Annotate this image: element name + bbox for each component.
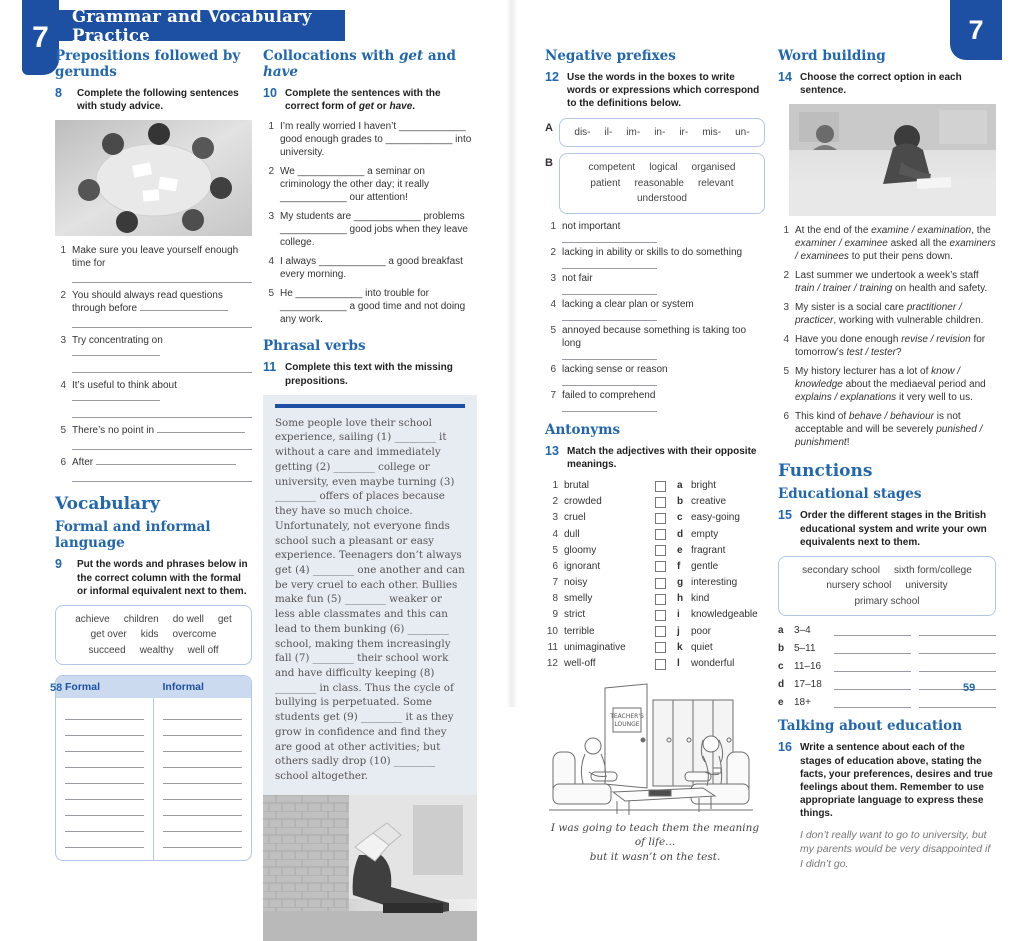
exercise-instruction: Match the adjectives with their opposite meanings. bbox=[567, 445, 757, 470]
educational-stages-box: secondary school sixth form/collegenursery school universityprimary school bbox=[778, 556, 996, 617]
blank-line bbox=[72, 407, 252, 418]
exercise-number: 16 bbox=[778, 740, 792, 755]
box-label-a: A bbox=[545, 121, 553, 134]
answer-checkbox bbox=[655, 545, 666, 556]
exercise-instruction: Write a sentence about each of the stages of education above, stating the facts, your preferences, desires and true feelings about them. Remember to use appropriate language to express these things. bbox=[800, 742, 993, 820]
blank-line bbox=[72, 272, 252, 283]
passage-top-rule bbox=[275, 404, 465, 408]
unit-number: 7 bbox=[32, 20, 49, 54]
list-item: b 5–11 bbox=[778, 643, 996, 654]
answer-checkbox bbox=[655, 578, 666, 589]
list-item: 5 There’s no point in bbox=[55, 424, 252, 450]
exercise-10-items bbox=[263, 120, 477, 326]
blank-line bbox=[72, 347, 160, 356]
cartoon-caption: I was going to teach them the meaning of life... but it wasn’t on the test. bbox=[550, 822, 760, 863]
blank-line bbox=[919, 662, 996, 672]
blank-line bbox=[919, 626, 996, 636]
page-title-bar bbox=[59, 6, 345, 45]
blank-line bbox=[562, 285, 657, 295]
answer-checkbox bbox=[655, 626, 666, 637]
answer-checkbox bbox=[655, 497, 666, 508]
list-item: 6 This kind of behave / behaviour is not acceptable and will be severely punished / punishment! bbox=[783, 411, 983, 449]
answer-checkbox bbox=[655, 642, 666, 653]
photo-student-against-wall bbox=[263, 795, 477, 941]
list-item: 3 My students are ____________ problems ____________ good jobs when they leave college. bbox=[268, 211, 468, 249]
section-heading-negative-prefixes: Negative prefixes bbox=[545, 48, 676, 64]
list-item: c 11–16 bbox=[778, 661, 996, 672]
cartoon-sign-line1: TEACHER'S bbox=[610, 713, 644, 721]
list-item: 4 It’s useful to think about bbox=[55, 379, 252, 418]
exercise-number: 12 bbox=[545, 70, 559, 84]
exercise-13-match-lists bbox=[545, 478, 765, 672]
blank-line bbox=[562, 311, 657, 321]
prefix-box-b: competent logical organisedpatient reasonable relevantunderstood bbox=[559, 153, 765, 214]
word-box-formal-informal: achieve children do well getget over kids overcomesucceed wealthy well off bbox=[55, 605, 252, 666]
section-heading-talking-about-education: Talking about education bbox=[778, 718, 963, 735]
answer-checkbox bbox=[655, 529, 666, 540]
prefix-box-a: dis- il- im- in- ir- mis- un- bbox=[559, 118, 765, 148]
page-title: Grammar and Vocabulary Practice bbox=[72, 6, 312, 45]
photo-study-group bbox=[55, 120, 252, 236]
column-prepositions bbox=[55, 48, 252, 861]
exercise-instruction: Complete the following sentences with study advice. bbox=[77, 88, 239, 113]
table-column-formal bbox=[56, 698, 153, 860]
exercise-instruction: Complete this text with the missing prepositions. bbox=[285, 362, 453, 387]
photo-classroom-writing bbox=[789, 104, 996, 216]
answer-checkbox bbox=[655, 561, 666, 572]
section-heading-phrasal-verbs: Phrasal verbs bbox=[263, 338, 366, 355]
blank-line bbox=[562, 259, 657, 269]
list-item: 1 I’m really worried I haven’t ____________ good enough grades to ____________ into university. bbox=[268, 121, 472, 159]
column-collocations-phrasal bbox=[263, 48, 477, 941]
blank-line bbox=[919, 680, 996, 690]
table-column-informal bbox=[153, 698, 251, 860]
blank-line bbox=[834, 680, 911, 690]
list-item: 1 Make sure you leave yourself enough time for bbox=[55, 244, 252, 283]
column-word-building-functions bbox=[778, 48, 996, 872]
table-header-informal: Informal bbox=[162, 681, 204, 694]
list-item: 6 After bbox=[55, 456, 252, 482]
example-sentence: I don’t really want to go to university, but my parents would be very disappointed if I didn’t go. bbox=[800, 828, 991, 870]
blank-line bbox=[140, 302, 228, 311]
list-item: 5 annoyed because something is taking too long bbox=[545, 324, 765, 360]
list-item: 2 Last summer we undertook a week’s staff train / trainer / training on health and safety. bbox=[783, 270, 988, 295]
blank-line bbox=[834, 644, 911, 654]
exercise-15-header bbox=[778, 508, 996, 549]
list-item: 5 He ____________ into trouble for ____________ a good time and not doing any work. bbox=[268, 288, 466, 326]
subsection-heading-educational-stages: Educational stages bbox=[778, 486, 922, 503]
exercise-instruction: Choose the correct option in each sentence. bbox=[800, 72, 962, 97]
list-item: d 17–18 bbox=[778, 679, 996, 690]
unit-number: 7 bbox=[968, 14, 984, 45]
exercise-8-header bbox=[55, 86, 252, 113]
answer-checkbox bbox=[655, 513, 666, 524]
blank-line bbox=[834, 662, 911, 672]
blank-line bbox=[562, 233, 657, 243]
list-item: e 18+ bbox=[778, 697, 996, 708]
blank-line bbox=[72, 317, 252, 328]
blank-line bbox=[562, 402, 657, 412]
section-heading-prepositions: Prepositions followed by gerunds bbox=[55, 48, 241, 80]
answer-checkbox bbox=[655, 659, 666, 670]
exercise-12-header bbox=[545, 70, 765, 111]
exercise-number: 10 bbox=[263, 86, 277, 100]
section-heading-word-building: Word building bbox=[778, 48, 886, 64]
exercise-11-header bbox=[263, 360, 477, 387]
list-item: 1 not important bbox=[545, 220, 765, 243]
formal-informal-table bbox=[55, 675, 252, 861]
exercise-14-header bbox=[778, 70, 996, 97]
list-item: 4 I always ____________ a good breakfast every morning. bbox=[268, 256, 463, 281]
list-item: 2 lacking in ability or skills to do something bbox=[545, 246, 765, 269]
answer-checkbox bbox=[655, 610, 666, 621]
exercise-number: 9 bbox=[55, 557, 62, 572]
exercise-13-header bbox=[545, 444, 765, 471]
exercise-instruction: Put the words and phrases below in the correct column with the formal or informal equivalent next to them. bbox=[77, 559, 248, 597]
list-item: a 3–4 bbox=[778, 625, 996, 636]
exercise-14-items bbox=[778, 224, 996, 449]
list-item: 3 My sister is a social care practitioner / practicer, working with vulnerable children. bbox=[783, 302, 984, 327]
list-item: 6 lacking sense or reason bbox=[545, 363, 765, 386]
list-item: 4 lacking a clear plan or system bbox=[545, 298, 765, 321]
blank-line bbox=[72, 471, 252, 482]
exercise-number: 8 bbox=[55, 86, 62, 100]
phrasal-verbs-passage-box bbox=[263, 395, 477, 795]
blank-line bbox=[562, 376, 657, 386]
section-heading-collocations: Collocations with get and have bbox=[263, 48, 456, 80]
blank-line bbox=[72, 392, 160, 401]
exercise-number: 15 bbox=[778, 508, 792, 523]
page-number-left: 58 bbox=[50, 682, 63, 694]
list-item: 3 not fair bbox=[545, 272, 765, 295]
blank-line bbox=[72, 439, 252, 450]
list-item: 4 Have you done enough revise / revision for tomorrow’s test / tester? bbox=[783, 334, 986, 359]
exercise-instruction: Use the words in the boxes to write words or expressions which correspond to the definitions below. bbox=[567, 72, 760, 110]
list-item: 1 At the end of the examine / examination, the examiner / examinee asked all the examiners / examinees to put their pens down. bbox=[783, 225, 996, 263]
box-label-b: B bbox=[545, 157, 553, 170]
unit-number-tab-left bbox=[22, 0, 59, 75]
section-heading-antonyms: Antonyms bbox=[545, 421, 621, 438]
blank-line bbox=[72, 362, 252, 373]
list-item: 2 You should always read questions through before bbox=[55, 289, 252, 328]
exercise-number: 14 bbox=[778, 70, 792, 84]
antonym-list: a bright b creative c easy-going d empty e fragrant f gentle g interesting h kind i knowledgeable j poor k quiet l wonderful bbox=[655, 478, 758, 672]
table-header-formal: Formal bbox=[65, 681, 101, 694]
subsection-heading-formal-informal: Formal and informal language bbox=[55, 519, 211, 552]
answer-checkbox bbox=[655, 594, 666, 605]
exercise-instruction: Order the different stages in the British educational system and write your own equivalents next to them. bbox=[800, 510, 987, 548]
list-item: 3 Try concentrating on bbox=[55, 334, 252, 373]
page-number-right: 59 bbox=[963, 682, 976, 694]
answer-checkbox bbox=[655, 481, 666, 492]
blank-line bbox=[562, 350, 657, 360]
blank-line bbox=[919, 644, 996, 654]
list-item: 2 We ____________ a seminar on criminology the other day; it really ____________ our attention! bbox=[268, 166, 429, 204]
column-prefixes-antonyms bbox=[545, 48, 765, 864]
blank-line bbox=[157, 424, 245, 433]
prefix-box-a-row bbox=[545, 118, 765, 148]
blank-line bbox=[834, 626, 911, 636]
exercise-10-header bbox=[263, 86, 477, 113]
cartoon-teachers-lounge bbox=[545, 676, 757, 818]
section-heading-vocabulary: Vocabulary bbox=[55, 494, 160, 515]
list-item: 7 failed to comprehend bbox=[545, 389, 765, 412]
list-item: 5 My history lecturer has a lot of know / knowledge about the mediaeval period and explains / explanations it very well to us. bbox=[783, 366, 986, 404]
exercise-15-items bbox=[778, 625, 996, 708]
page-center-seam bbox=[506, 0, 518, 707]
exercise-instruction: Complete the sentences with the correct form of get or have. bbox=[285, 88, 441, 113]
blank-line bbox=[96, 456, 236, 465]
exercise-12-definitions bbox=[545, 220, 765, 412]
adjective-list: 1 brutal 2 crowded 3 cruel 4 dull 5 gloomy 6 ignorant 7 noisy 8 smelly 9 strict 10 terrible 11 unimaginative 12 well-off bbox=[546, 479, 626, 669]
exercise-8-items bbox=[55, 244, 252, 482]
exercise-number: 11 bbox=[263, 360, 277, 375]
exercise-number: 13 bbox=[545, 443, 559, 458]
prefix-box-b-row bbox=[545, 153, 765, 214]
exercise-16-header bbox=[778, 740, 996, 820]
cartoon-sign-line2: LOUNGE bbox=[614, 721, 640, 729]
exercise-9-header bbox=[55, 557, 252, 598]
section-heading-functions: Functions bbox=[778, 461, 873, 482]
passage-text: Some people love their school experience, sailing (1) ________ it without a care and immediately getting (2) ________ college or university, even maybe turning (3) ________ offers of places because they have so much choice. Unfortunately, not everyone finds school such a pleasant or easy experience. Teenagers don’t always get (4) ________ one another and can be very cruel to each other. Bullies make fun (5) ________ weaker or less able classmates and this can lead to them bunking (6) ________ school, making them increasingly fall (7) ________ their school work and have difficulty keeping (8) ________ in class. Thus the cycle of bullying is perpetuated. Some students get (9) ________ it as they grow in confidence and find they are good at other activities; but others sadly drop (10) ________ school altogether. bbox=[275, 416, 465, 782]
